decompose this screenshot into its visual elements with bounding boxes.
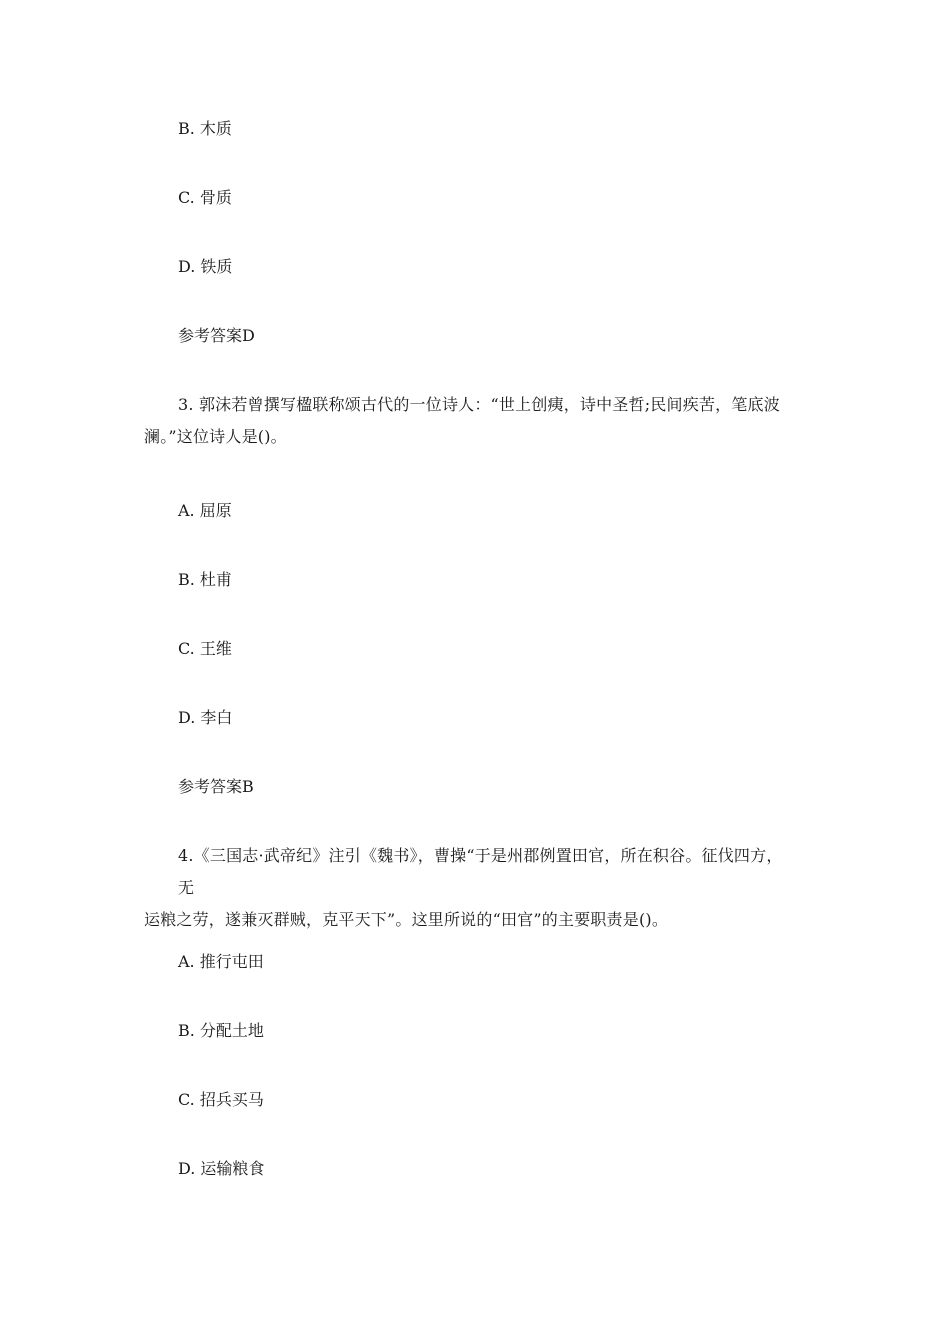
q4-stem-line-1: 4.《三国志·武帝纪》注引《魏书》，曹操“于是州郡例置田官，所在积谷。征伐四方，无 [178, 846, 783, 897]
q2-option-c: C. 骨质 [178, 188, 232, 207]
q4-stem-line-2: 运粮之劳，遂兼灭群贼，克平天下”。这里所说的“田官”的主要职责是()。 [144, 910, 669, 929]
q2-option-b: B. 木质 [178, 119, 232, 138]
q3-option-b: B. 杜甫 [178, 570, 232, 589]
q3-stem-line-2: 澜。”这位诗人是()。 [144, 427, 287, 446]
q3-option-a: A. 屈原 [178, 501, 232, 520]
q4-option-a: A. 推行屯田 [178, 952, 264, 971]
q3-stem-line-1: 3. 郭沫若曾撰写楹联称颂古代的一位诗人：“世上创痍，诗中圣哲;民间疾苦，笔底波 [178, 395, 780, 414]
q4-option-b: B. 分配土地 [178, 1021, 264, 1040]
q4-option-d: D. 运输粮食 [178, 1159, 265, 1178]
q3-answer: 参考答案B [178, 777, 254, 796]
q4-stem [144, 840, 786, 936]
q4-option-c: C. 招兵买马 [178, 1090, 264, 1109]
q2-option-d: D. 铁质 [178, 257, 233, 276]
q3-option-d: D. 李白 [178, 708, 233, 727]
q3-stem [144, 389, 786, 453]
q3-option-c: C. 王维 [178, 639, 232, 658]
q2-answer: 参考答案D [178, 326, 255, 345]
